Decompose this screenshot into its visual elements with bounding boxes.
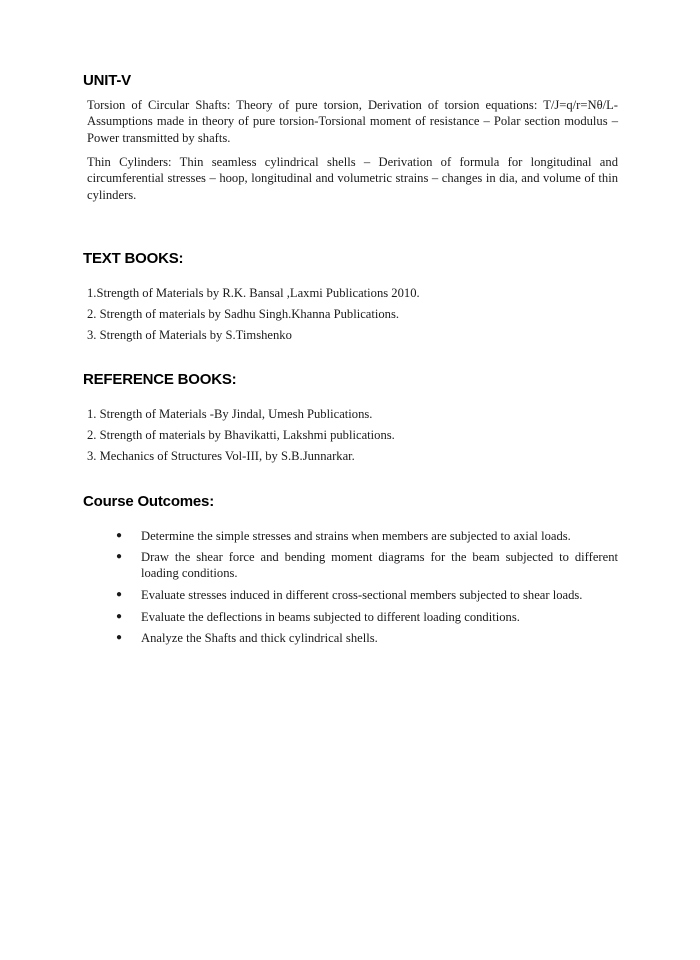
course-outcome-item: ● Draw the shear force and bending moment diagrams for the beam subjected to different loading conditions. xyxy=(116,550,618,581)
unit-paragraph-thin-cylinders: Thin Cylinders: Thin seamless cylindrical shells – Derivation of formula for longitudinal and circumferential stresses – hoop, longitudinal and volumetric strains – changes in dia, and volume of thin cylinders. xyxy=(87,155,618,202)
course-outcome-item: ● Determine the simple stresses and strains when members are subjected to axial loads. xyxy=(116,529,571,543)
bullet-icon: ● xyxy=(116,551,123,562)
reference-books-heading: REFERENCE BOOKS: xyxy=(83,371,237,388)
bullet-icon: ● xyxy=(116,530,123,541)
course-outcome-item: ● Evaluate the deflections in beams subjected to different loading conditions. xyxy=(116,610,520,624)
course-outcome-item: ● Analyze the Shafts and thick cylindrical shells. xyxy=(116,631,378,645)
bullet-icon: ● xyxy=(116,611,123,622)
course-outcome-item: ● Evaluate stresses induced in different cross-sectional members subjected to shear loads. xyxy=(116,588,583,602)
text-book-item: 3. Strength of Materials by S.Timshenko xyxy=(87,328,292,342)
unit-heading: UNIT-V xyxy=(83,72,131,89)
reference-book-item: 1. Strength of Materials -By Jindal, Umesh Publications. xyxy=(87,407,373,421)
reference-book-item: 2. Strength of materials by Bhavikatti, Lakshmi publications. xyxy=(87,428,395,442)
course-outcomes-heading: Course Outcomes: xyxy=(83,493,214,510)
reference-book-item: 3. Mechanics of Structures Vol-III, by S.B.Junnarkar. xyxy=(87,449,355,463)
text-book-item: 2. Strength of materials by Sadhu Singh.Khanna Publications. xyxy=(87,307,400,321)
bullet-icon: ● xyxy=(116,589,123,600)
unit-paragraph-torsion: Torsion of Circular Shafts: Theory of pure torsion, Derivation of torsion equations: T/J=q/r=Nθ/L- Assumptions made in theory of pure torsion-Torsional moment of resistance – Polar section modulus – Power transmitted by shafts. xyxy=(87,98,618,145)
text-book-item: 1.Strength of Materials by R.K. Bansal ,Laxmi Publications 2010. xyxy=(87,286,420,300)
bullet-icon: ● xyxy=(116,632,123,643)
text-books-heading: TEXT BOOKS: xyxy=(83,250,184,267)
